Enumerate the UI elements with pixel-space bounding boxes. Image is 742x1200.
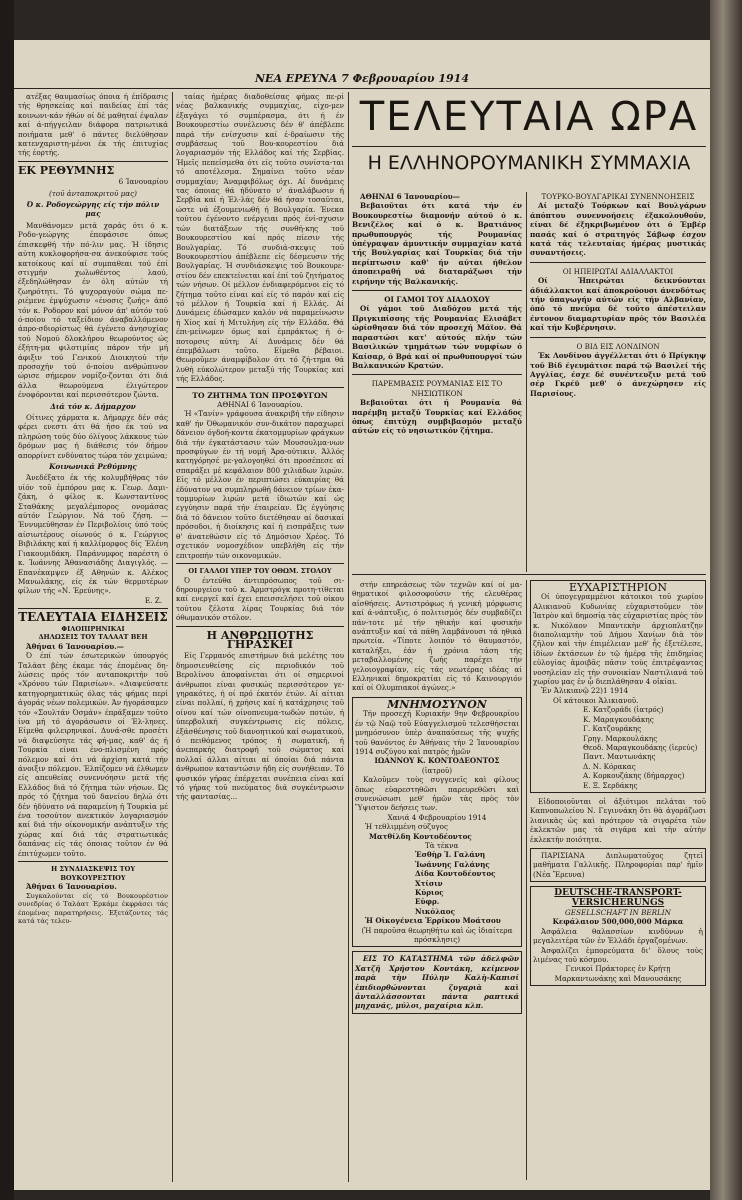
mnimosynon-children-list — [415, 850, 519, 916]
newspaper-page — [14, 40, 710, 1190]
synodiaskepsis-body: Συγκαλούνται είς τό Βουκουρέστιον συνεδρίας ό Ταλάατ Έρκάμε έκφράσει τάς έπομένας παρατηρήσεις. Έξετάζοντες τάς κατά τάς τελευ- — [18, 891, 168, 926]
divider — [18, 161, 168, 162]
eucharistirion-signer: Γ. Κατζουράκης — [583, 724, 642, 734]
mnimosynon-body: Τήν προσεχή Κυριακήν 9ην Φεβρουαρίου έν τῷ Ναῷ τοῦ Εὐαγγελισμοῦ τελεσθήσεται μνημόσυνον ὑπὲρ ἀναπαύσεως τῆς ψυχῆς τοῦ θανόντος ἐν Ἀθήναις τὴν 2 Ἰανουαρίου 1914 συζύγου καὶ πατρὸς ἡμῶν — [355, 709, 519, 756]
eucharistirion-signer: Παντ. Μαντωνάκης — [583, 752, 656, 762]
polemos-heading: ΟΙ ΓΑΛΛΟΙ ΥΠΕΡ ΤΟΥ ΟΘΩΜ. ΣΤΟΛΟΥ — [188, 566, 332, 575]
tourkoboulgarikai-body: Αί μεταξύ Τούρκων καί Βουλγάρων άπόπτου συνεννοήσεις έξακολουθοῦν, είναι δέ έξηκριβωμένον ότι ό Έμβέρ πασάς καί ό στρατηγός Σάβωφ έσχον κατά τάς τελευταίας ήμέρας μυστικάς συναντήσεις. — [530, 201, 706, 258]
mnimosynon-child: Δίδα Κοντοδέοντος — [415, 869, 496, 879]
koinonika-signature: Ε. Ζ. — [144, 595, 162, 605]
mnimosynon-note: (Ἡ παροῦσα θεωρηθήτω καὶ ὡς ἰδιαίτερα πρόσκλησις) — [361, 925, 513, 945]
column-rule — [526, 192, 527, 572]
header-rule — [14, 88, 710, 89]
vid-body: Έκ Λονδίνου άγγέλλεται ότι ό Πρίγκηψ τοῦ Βίδ έγευμάτισε παρά τῷ Βασιλεί τής Αγγλίας, έσχε δέ συνέντευξιν μετά τοῦ σέρ Γκρέϋ μεθ' ό άνεχώρησεν είς Παρισίους. — [530, 351, 706, 398]
divider — [352, 146, 706, 147]
teleutaiai-subhead1: ΦΙΛΟΠΙΡΗΝΙΚΑΙ — [61, 624, 125, 633]
eucharistirion-signers — [583, 705, 703, 790]
rethymnis-subhead: Ό κ. Ροδογεώργης είς τήν πόλιν μας — [26, 200, 160, 219]
mnimosynon-title: (ἰατροῦ) — [421, 765, 453, 775]
column-rule — [526, 580, 527, 1180]
eucharistirion-place-date: Ἐν Ἀλικιανῷ 22)1 1914 — [541, 686, 629, 696]
profugon-body: Ή «Τανίν» γράφουσα άνακριβή τήν είδησιν καθ' ήν Όθωμανικόν συν-δικάτον παραχωρεί δάνειον όγδοή-κοντα έκατομμυρίων φράγκων διά τήν έγκατάστασιν τών Μουσουλμα-νων προσφύγων έν τή νομή Άρα-ούτικιν. Άλλός κατηγόρησέ με-γαλογοηθεί ότι προσέπεσε αί σπαράξει μέ κεφάλαιον 800 χιλιάδων λιρών. Είς τό μέλλον έν περιπτώσει εύκαιρίας θά έδύνατον να συμπληρωθή δάνειον τρίων έκα-τομμυρίων λιρών μετά ίδιωτών καί ώς εγγύησιν παρά τήν έταιρείαν. Ώς έγγύησις διά τό δάνειον τοῦτο διετέθησαν αί δασικαί πρόσοδοι, ή διοίκησις καί ή εισπράξεις των θ' άνατεθώσιν είς τό Δημόσιον Χρέος. Τό σχετικόν νομοσχέδιον υπεβλήθη είς τήν επιτροπήν τών οικονομικών. — [176, 409, 344, 560]
deutsche-agent: Μαρκαντωνάκης καὶ Μανουσάκης — [554, 973, 682, 983]
divider — [18, 608, 168, 609]
deutsche-body3: Ἀσφαλίζει ἐμπορεύματα δι' ὅλους τοὺς λιμένας τοῦ κόσμου. — [533, 945, 703, 965]
column-3-top — [352, 192, 522, 572]
column-1 — [18, 92, 168, 1182]
rethymnis-body: Μανθάνομεν μετά χαράς ότι ό κ. Ροδο-γεώργης έπεφάσισε όπως έπισκεφθή τήν πό-λιν μας. Ή ίδησις αύτη κυκλοφορήσα-σα άνεκούφισε τούς κατοίκους καί αί συμπαθεαι τού έπί στιγμήν χωλωθέντος λαού, έξεδηλώθησαν έν όλη αύτών τή ζωηρότητι. Τό ψυχοραγούν σώμα πε-ριέμενε έμψύχωσιν «ένοσις ζωής» άπό τόν κ. Ροδορον καί μόνον άπ' αύτόν τού ό-ποίου τό ταξείδιον άναβαλλόμενον άπρο-σδιορίστως θά έγένετο άνησυχίας τού Νομού δλοκλήρου θεωρούντος ώς έξήτη-μα φιλοτιμίας πάρον τήν μή άφιξιν τού Γενικού Διοικητού τήν προσοχήν τού ό-ποίου ανθρώπινον ώρισε σήμερον νομίζο-ζονται ότι διά άλλα θεωρούμενα έλιγώτερον ένοφόρονται καί περισσότερον ζώντα. — [18, 220, 168, 400]
koinonika-subhead: Κοινωνικά Ρεθύμνης — [49, 462, 137, 472]
anthropotis-body: Είς Γερμανός επιστήμων διά μελέτης του δημοσιευθείσης είς περιοδικόν τοῦ Βερολίνου άποφαίνεται ότι οί σημερινοί άνθρωποι είναι φυσικώς περισσότερον γε-γηρακότες, ή οί πρό έκατόν έτών. Αί αίτιαι είναι πολλαί, ή χρήσις καί ή κατάχρησις τοῦ οίνου καί τών οίνοπνευμα-τωδών ποτών, ή ύπερβολική συγκέντρωσις είς πόλεις, έξάσθένησις τοῦ διανοητικού καί σωματικού, ό πειθόμενος τρόπος ή σωματική, ή άνεπαρκής διατροφή τοῦ σώματος καί πολλαί άλλαι αίτιαι αί όποίαι διά πάντα άνθρωπον καταντώσιν ήδη είς συνήθειαν. Τό φυσικόν γήρας έπέρχεται συνέπεια είναι καί τό γήρας τοῦ πνεύματος διά συγκέντρωσιν τής φαντασίας... — [176, 651, 344, 802]
teleutaiai-dateline: Άθήναι 6 Ίανουαρίου.— — [26, 641, 124, 651]
column-rule — [172, 92, 173, 1182]
mnimosynon-child: Ἰωάννης Γαλάνης — [415, 859, 490, 869]
ipirotai-heading: ΟΙ ΗΠΕΙΡΩΤΑΙ ΑΔΙΑΛΛΑΚΤΟΙ — [562, 266, 674, 276]
gamoi-body: Οί γάμοι τοῦ Διαδόχου μετά τής Πριγκιπίσσης τής Ρουμανίας Ελισάβετ ώρίσθησαν διά τόν προσεχή Μάϊον. Θά παραστώσι κατ' αύτούς πλήν τών Βασιλικών τμημάτων τών νυμφίων ό Καίσαρ, ό Βρά καί οί πρωθυπουργοί τών Βαλκανικών Κρατών. — [352, 304, 522, 370]
deutsche-sub: GESELLSCHAFT IN BERLIN — [565, 908, 671, 917]
eucharistirion-signer: Γρηγ. Μαρκουλάκης — [583, 733, 658, 743]
eucharistirion-signer: Δ. Ν. Κόρακας — [583, 761, 636, 771]
rethymnis-heading: ΕΚ ΡΕΘΥΜΝΗΣ — [18, 163, 115, 177]
mnimosynon-child: Κύριος — [415, 888, 444, 897]
vid-heading: Ο ΒΙΔ ΕΙΣ ΛΟΝΔΙΝΟΝ — [576, 341, 660, 351]
deutsche-heading2: VERSICHERUNGS — [571, 897, 665, 908]
katastima-box — [352, 951, 522, 1013]
katastima-text: ΕΙΣ ΤΟ ΚΑΤΑΣΤΗΜΑ τῶν ἀδελφῶν Χατζῆ Χρήστου Κοντάκη, κείμενον παρὰ τὴν Πύλην Καλὴ-Καπισί ἐπιδιορθώνονται ζυγαριὰ καὶ ἀνταλλάσσονται πάντα ραπτικά μηχανάς, μύλοι, μαχαίρια κλπ. — [355, 954, 519, 1011]
dimarchon-subhead: Διά τόν κ. Δήμαρχον — [50, 401, 136, 411]
main-headline-block — [352, 94, 706, 175]
column-rule — [348, 92, 349, 1182]
mnimosynon-place-date: Χανιά 4 Φεβρουαρίου 1914 — [387, 812, 487, 822]
teleutaiai-body: Ό έπί τών έσωτερικών ύπουργός Ταλάατ βέης έκαμε τάς έπομένας δη-λώσεις πρός τόν ανταποκριτήν τοῦ «Χρόνου τών Παρισίων». «Διαψεύσατε κατηγορηματικώς όλας τάς φήμας περί άγοράς νέων πολεμικών. Άν ήγοράσαμεν τόν «Σουλτάν Όσμάν» έπράξαμεν τοῦτο ίνα μή τό άγοράσωσιν οί Έλ-ληνες. Είμεθα φιλειρηνικοί. Δυνά-σθε προσέτι νά διαψεύσητε τάς φή-μας, καθ' άς ή Τουρκία είναι ένο-πλισμένη πρός πόλεμον καί ότι νά άρχίση κατά τήν άνοιξιν πόλεμον. Έλπίζομεν νά έλθωμεν είς απευθείας συνεννόησιν μετά τής Ελλάδος διά τό ζήτημα τών νήσων. Ώς πρός τό ζήτημα τοῦ δανείου δηλώ ότι δέν ήδύνατο νά παραμείνη ή Τουρκία μέ ένα τοσούτον ανεκτικόν λογαριασμόν καί διά τήν οίκονομικήν ανάπτυξιν τής χώρας καί διά τάς στρατιωτικάς δαπάνας είς τάς όποιας τοῦτον έν θά έπιτύχωμεν τοῦτο. — [18, 651, 168, 858]
ipirotai-body: Οί Ήπειρώται δεικνύονται άδιάλλακτοι καί άποκρούουσι άνενδότως τήν ύπαγωγήν αύτών είς τήν Αλβανίαν, όπό τό πνεῦμα δέ τοῦτο άπέστειλαν έντονον διαμαρτυρίαν πρός τόν Βασιλέα καί τήν Κυβέρνησιν. — [530, 276, 706, 333]
tourkoboulgarikai-heading: ΤΟΥΡΚΟ-ΒΟΥΛΓΑΡΙΚΑΙ ΣΥΝΕΝΝΟΗΣΕΙΣ — [541, 192, 695, 201]
dimarchon-body: Οίτινες χάρματα κ. Δήμαρχε δέν σάς φέρει ενεστι άτι θά ήσο έκ τού να πληρώση τούς δύο όλίγους λάκκους τών δρόμων μας ή διάθεσις τόν δήμον απορρίνετ ενδύνατος τώρα τόν χειμώνα; — [18, 413, 168, 460]
mnimosynon-widow-label: Ἡ τεθλιμμένη σύζυγος — [365, 822, 449, 832]
parisiana-box — [530, 848, 706, 882]
divider — [352, 290, 522, 291]
divider — [530, 337, 706, 338]
deutsche-heading1: DEUTSCHE-TRANSPORT- — [554, 888, 682, 899]
mnimosynon-child: Εὐφρ. — [415, 897, 440, 907]
mnimosynon-heading: ΜΝΗΜΟΣΥΝΟΝ — [387, 697, 487, 711]
symmaxia-body: Βεβαιοῦται ότι κατά τήν έν Βουκουρεστίω διαμονήν αύτοῦ ό κ. Βενιζέλος καί ό κ. Βρατιάνος πρωθυπουργός τής Ρουμανίας ύπέγραψαν άμυντικήν συμμαχίαν κατά τής Βουλγαρίας καί Τουρκίας διά τήν περίπτωσιν καθ' ήν αύται ήθελον άποπειραθή νά διαταράξωσι τήν ειρήνην τής Βαλκανικής. — [352, 201, 522, 286]
gamoi-heading: ΟΙ ΓΑΜΟΙ ΤΟΥ ΔΙΑΔΟΧΟΥ — [384, 295, 490, 305]
symmaxia-dateline: ΑΘΗΝΑΙ 6 Ίανουαρίου— — [360, 192, 460, 201]
continued-text: ταίας ήμέρας διαδοθείσας φήμας πε-ρί νέας βαλκανικής συμμαχίας, είχο-μεν έξαγάγει τό συμπέρασμα, ότι ή έν Βουκουρεστίω συνέλευσις δέν θ' άπέβλεπε παρά τήν ενίσχυσιν καί έ-δραίωσιν τής συμβάσεως τοῦ Βου-κουρεστίου διά λογαριασμόν τής Ελλάδος καί τής Σερβίας. Ήμεῖς πεπείσμεθα ότι είς τοῦτο συνίστα-ται τό αποτέλεσμα. Σημαίνει τοῦτο νέαν συμμαχίαν; Άναμφιβόλως όχι. Αί δυνάμεις τας όποιας θά ήδύνατο ν' άναλάβωσιν ή Σερβία καί ή Έλ-λάς δέν θά ήσαν τοσαῦται, ώστε νά έξουμενιωθή ή Βουλγαρία. Ένεκα τούτου έγένοντο ενέργειαι πρός ένί-σχυσιν τών διατάξεων τής συνθή-κης τοῦ Βουκουρεστίου καί πρός πίεσιν τής Βουλγαρίας. Τό συνδιά-σκεψις τοῦ Βουκουρεστίου άπέβλεπε είς δέσμευσιν τής Βουλγαρίας. Ή συνδιάσκεψις τοῦ Βουκουρε-στίου δέν επεκτείνεται καί έπί τοῦ ζητήματος τών νήσων. Οί μέλλον ένδιαφερόμενοι είς τό ζήτημα τοῦτο είναι καί είς τό παρόν καί είς τό μέλλον ή Τουρκία καί ή Ελλάς. Αί Δυνάμεις έδώσαμεν καλόν νά παραμείνωσιν ή Χίος καί ή Μιτυλήνη είς τήν Ελλάδα. Θά έπι-μείνωμεν όμως καί έμπράκτως ή ό-ποτορσις αύτη; Αί Δυνάμεις δέν θά έπεμβάλωσι τοῦτο. Είμεθα βέβαιοι. Θεωροῦμεν άναμφίβολον ότι τό ζή-τημα θά λυθή εύκολώτερον μεταξύ τής Τουρκίας καί τής Ελλάδος. — [176, 92, 344, 384]
mnimosynon-invitation: Καλοῦμεν τοὺς συγγενεῖς καὶ φίλους ὅπως εὐαρεστηθῶσι παρευρεθῶσι καὶ συνενώσωσι μεθ' ἡμῶν τὰς πρὸς τὸν Ὕψιστον δεήσεις των. — [355, 775, 519, 813]
mnimosynon-child: Χτίσιν — [415, 878, 443, 888]
synodiaskepsis-heading: Η ΣΥΝΔΙΑΣΚΕΨΙΣ ΤΟΥ ΒΟΥΚΟΥΡΕΣΤΙΟΥ — [50, 865, 136, 882]
mnimosynon-children-label: Τὰ τέκνα — [425, 840, 459, 850]
eucharistirion-signer: Θεοδ. Μαραγκουδάκης (ἱερεύς) — [583, 742, 698, 752]
synodiaskepsis-dateline: Άθήναι 6 Ίανουαρίου. — [26, 882, 117, 892]
scan-top-edge — [0, 0, 742, 40]
mnimosynon-child: Νικόλαος — [415, 906, 455, 916]
rethymnis-byline: (τοῦ ἀνταποκριτοῦ μας) — [49, 188, 137, 198]
column-2 — [176, 92, 344, 1182]
koinonika-body: Άνεδέξατο έκ τής κολυμβήθρας τόν υίόν τοῦ έμπόρου μας κ. Γεωρ. Δαμι-ζάκη, ό φίλος κ. Κωνσταντίνος Σταθάκης μεγαλέμπορος ονομάσας αύτόν Γεώργιον. Νά τοῦ ζήση. —Έννυμεύθησαν έν Περιβολίοις ύπό τούς αίσιωτέρους οίωνούς ό κ. Γεώργιος Βιβιλάκης καί ή καλλίμορφος δίς Έλένη Γιακουμιδάκη. Παράνυμφος παρέστη ό κ. Ίωάννης Άθανασιάδης Διαγιγλός. —Επανέκαμψεν έξ Αθηνών κ. Αλέκος Μανωλάκης, είς έκ τών θερμοτέρων φίλων τής «Ν. Έρεύνης». — [18, 473, 168, 596]
mnimosynon-name: ΙΩΑΝΝΟΥ Κ. ΚΟΝΤΟΔΕΟΝΤΟΣ — [374, 756, 500, 766]
deutsche-body2: Ἀσφάλεια θαλασσίων κινδύνων ἡ μεγαλειτέρα τῶν ἐν Ἑλλάδι ἐργαζομένων. — [533, 926, 703, 946]
mnimosynon-widow: Ματθίλδη Κοντοδέοντος — [369, 831, 472, 841]
rethymnis-date: 6 Ίανουαρίου — [118, 177, 168, 187]
mnimosynon-child: Ἐσθὴρ Ἰ. Γαλάνη — [415, 850, 486, 860]
eucharistirion-sign-label: Οἱ κάτοικοι Ἀλικιανοῦ. — [553, 695, 639, 705]
main-heading: ΤΕΛΕΥΤΑΙΑ ΩΡΑ — [359, 94, 699, 140]
divider — [530, 262, 706, 263]
binding-edge — [0, 0, 14, 1200]
paremvasis-body: Βεβαιοῦται ότι ή Ρουμανία θά παρέμβη μεταξύ Τουρκίας καί Ελλάδος όπως έπιτύχη συμβιβασμόν μεταξύ αύτών είς τό νησιωτικόν ζήτημα. — [352, 398, 522, 436]
deutsche-body1: Κεφάλαιον 500,000,000 Μάρκα — [552, 917, 684, 927]
paremvasis-heading: ΠΑΡΕΜΒΑΣΙΣ ΡΟΥΜΑΝΙΑΣ ΕΙΣ ΤΟ ΝΗΣΙΩΤΙΚΟΝ — [371, 379, 503, 398]
intro-text: ατέξας θαυμασίως όποια ή έπίδρασις τής θρησκείας καί παιδείας έπί τάς κοινωνι-κάν ήθών οί δέ μαθηταί έψαλαν καί ά-πήγγειλαν διάφορα πατριωτικά ποιήματα μεθ' ό πάντες διελύθησαν κατενχαριστη-μένοι έκ τής έπιτυχίας τής έορτής. — [18, 92, 168, 158]
mnimosynon-family: Ἡ Οἰκογένεια Ἐρρίκου Μοάτσου — [365, 916, 501, 926]
profugon-heading: ΤΟ ΖΗΤΗΜΑ ΤΩΝ ΠΡΟΣΦΥΓΩΝ — [192, 390, 328, 400]
eucharistirion-body: Οί ύπογεγραμμένοι κάτοικοι τοῦ χωρίου Αλικιανοῦ Κυδωνίας εὐχαριστοῦμεν τὸν Ἰατρὸν καὶ δημοσίᾳ τὰς εὐχαριστίας πρὸς τὸν κ. Νικόλαον Μπαντεκὴν ἀρχιοπλατζην διαπολιαμτὴν τοῦ Δήμου Χανίων διὰ τὸν ζῆλον καὶ τὴν ἐπιμέλειαν μεθ' ἧς ἐξετέλεσε, ἰδίων ἐκτάσεων ἐν τῷ ἡμέρᾳ τῆς ἐπιδημίας εὐλογίας ἀμοιβᾶς πᾶσιν τοὺς ἐπιτρέψαντας νοσηλείαν εἰς τὴν συνοικίαν Ναστιλιανά τοῦ χωρίου μας ἐν ᾧ διεπλάθησαν 4 οἰκίαι. — [533, 592, 703, 687]
anthropotis-heading: Η ΑΝΘΡΩΠΟΤΗΣ ΓΗΡΑΣΚΕΙ — [206, 628, 314, 651]
eucharistirion-signer: Α. Κορκουζάκης (δήμαρχος) — [583, 771, 685, 781]
running-head: ΝΕΑ ΕΡΕΥΝΑ 7 Φεβρουαρίου 1914 — [255, 72, 469, 85]
teleutaiai-heading: ΤΕΛΕΥΤΑΙΑ ΕΙΔΗΣΕΙΣ — [18, 610, 168, 625]
page-edge — [710, 0, 742, 1200]
column-4-top — [530, 192, 706, 572]
eucharistirion-signer: Κ. Μαραγκουδάκης — [583, 714, 654, 724]
deutsche-box — [530, 886, 706, 986]
polemos-body: Ό έντεύθα άντιπρόσωπος τοῦ σι-δηρουργείου τοῦ κ. Άρμστρόγκ προτη-τίθεται καί ενεργεῖ καί έχει επεισσελήσει τοῦ οίκου τούτου ζέλοτα λίρας Τουρκίας διά τόν όθωμανικόν στόλον. — [176, 575, 344, 623]
divider — [176, 626, 344, 627]
divider — [176, 563, 344, 564]
main-subheading: Η ΕΛΛΗΝΟΡΟΥΜΑΝΙΚΗ ΣΥΜΜΑΧΙΑ — [367, 152, 691, 174]
profugon-dateline: ΑΘΗΝΑΙ 6 Ίανουαρίου. — [217, 400, 303, 409]
tobacco-notice: Εἰδοποιοῦνται οἱ ἀξιότιμοι πελάται τοῦ Καπνοπωλείου Ν. Γεγιννάκη ὅτι θὰ ἀγοράζωσι λιανικὰς ὡς καὶ πρότερον τὰ σιγαρέτα τῶν ἐκλεκτῶν μας τὰ σιγάρα καὶ τὴν αὐτὴν ἐκλεκτὴν ποιότητα. — [530, 796, 706, 844]
eucharistirion-signer: Ε. Κατζοράδι (ἰατρός) — [583, 705, 664, 715]
eleftheria-text: στήν επηρεάσεως τῶν τεχνῶν καί οί μα-θηματικοί φιλοσοφούσιν τής ελευθέρας αἰσθήσεις. Αντιστρόφως ή γενική μόρφωσις καί ά-νάπτυξις, ό πολιτισμός δέν συμβαδίζει πάν-τοτε μέ τήν ηθικήν καί φυσικήν ανάπτυξιν καί τά πάθη λαμβάνουσι τά ηθικά πρωτεία. «Τίποτε λοιπόν τό θαυμαστόν, καταλήξει, έάν ή χρόνια τάση τής μεταβαλλομένης ζωής παρέχει τήν γελοιογραφίαν, είς τάς νεωτέρας ιδέας αί Ελληνικαί δημοκρατίαι είς τό Καινουργιόν καί οί Ολυμπιακοί άγώνες.» — [352, 580, 522, 693]
parisiana-text: ΠΑΡΙΣΙΑΝΑ Διπλωματοῦχος ζητεῖ μαθήματα Γαλλικῆς. Πληροφορίαι παρ' ἡμῖν (Νέα Ἔρευνα) — [533, 850, 703, 879]
mnimosynon-box — [352, 697, 522, 948]
deutsche-agent-label: Γενικοί Πράκτορες ἐν Κρήτῃ — [565, 964, 671, 974]
teleutaiai-subhead2: ΔΗΛΩΣΕΙΣ ΤΟΥ ΤΑΛΑΑΤ ΒΕΗ — [38, 633, 148, 642]
divider — [18, 861, 168, 862]
column-4-bottom — [530, 580, 706, 1180]
eucharistirion-signer: Ε. Ξ. Σερδάκης — [583, 780, 638, 790]
divider — [176, 387, 344, 388]
eucharistirion-box — [530, 580, 706, 793]
section-rule — [352, 574, 706, 575]
eucharistirion-heading: ΕΥΧΑΡΙΣΤΗΡΙΟΝ — [569, 581, 667, 594]
divider — [352, 374, 522, 375]
column-3-bottom — [352, 580, 522, 1180]
